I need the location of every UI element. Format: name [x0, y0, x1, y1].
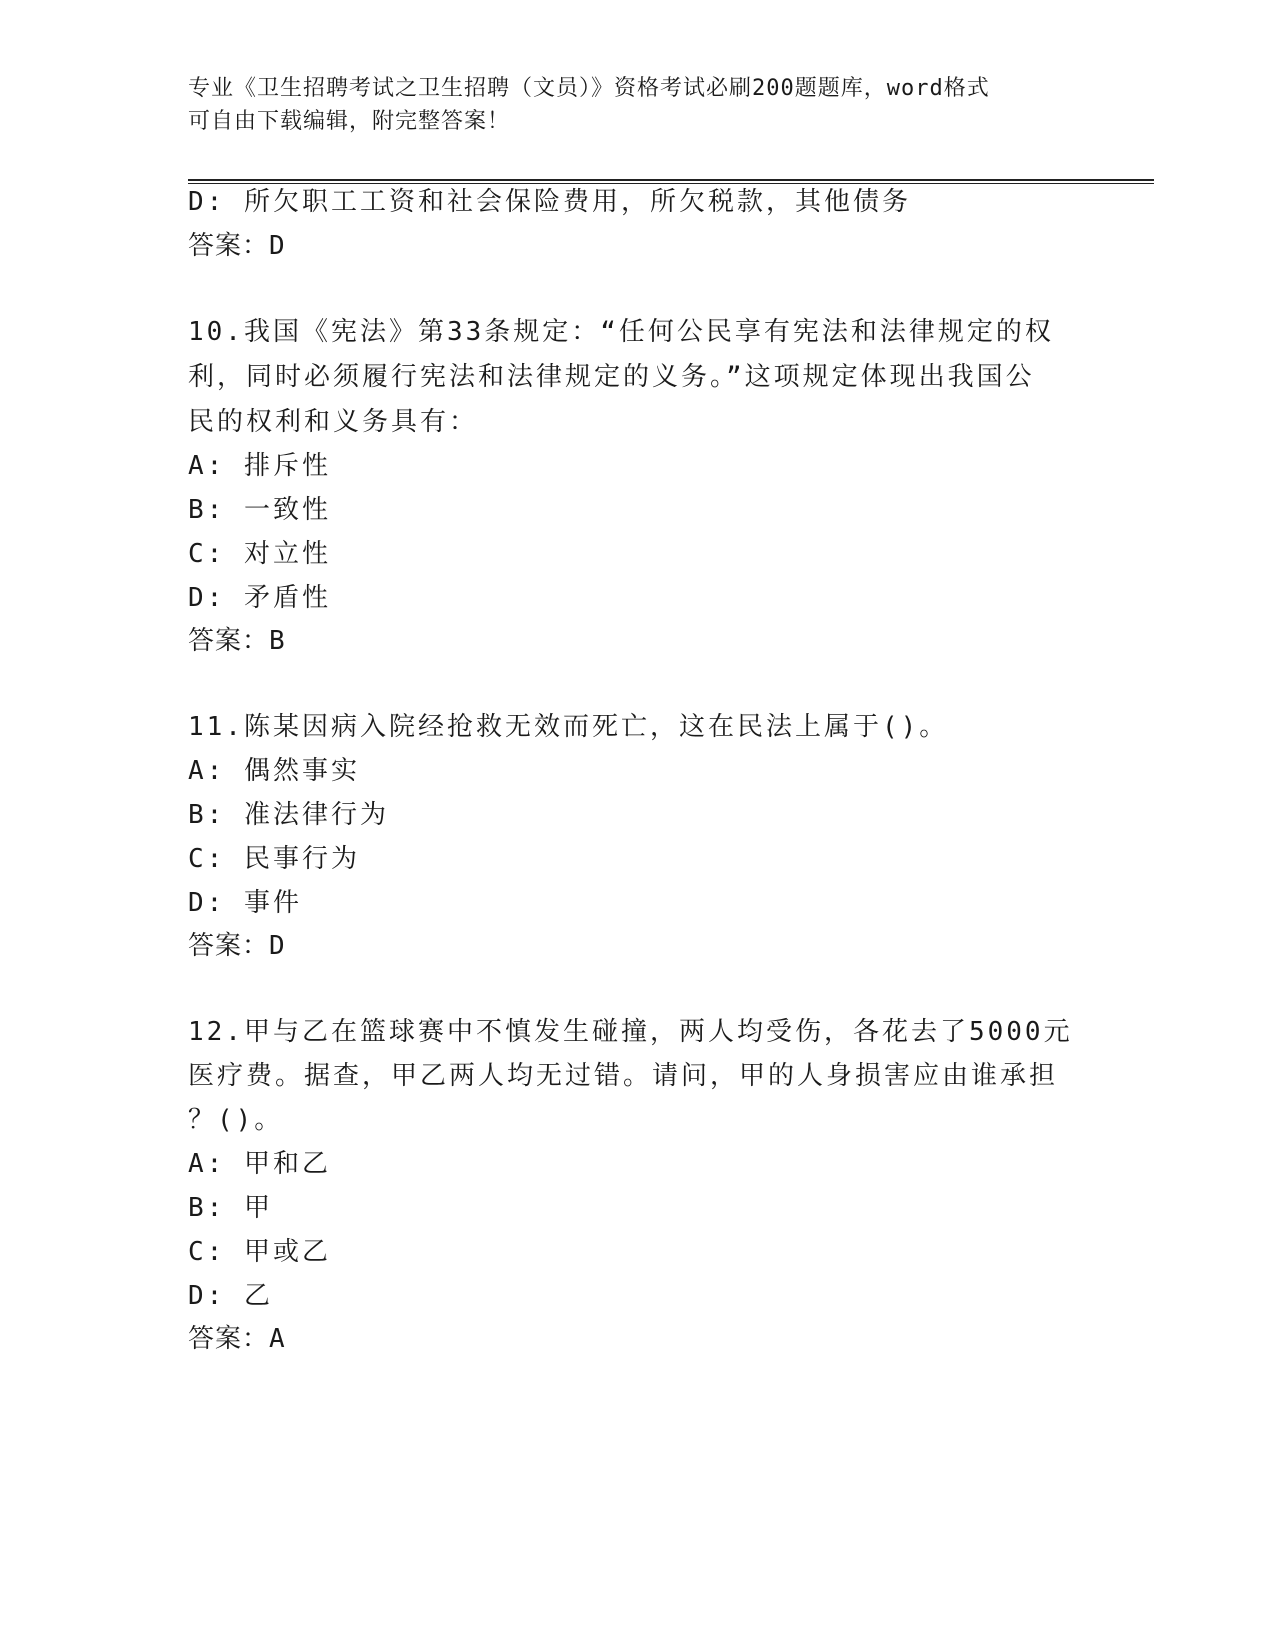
q12-stem-line-2: 医疗费。据查，甲乙两人均无过错。请问，甲的人身损害应由谁承担	[188, 1061, 1059, 1091]
q11-option-a: A: 偶然事实	[188, 756, 360, 786]
answer-value: B	[269, 626, 286, 656]
q11-option-b: B: 准法律行为	[188, 800, 389, 830]
q12-option-c: C: 甲或乙	[188, 1237, 331, 1267]
answer-label: 答案：	[188, 626, 270, 656]
q10-option-d: D: 矛盾性	[188, 583, 331, 613]
answer-label: 答案：	[188, 931, 270, 961]
q12-answer	[188, 1322, 286, 1356]
answer-label: 答案：	[188, 1324, 270, 1354]
q10-option-b: B: 一致性	[188, 495, 331, 525]
prev-option-d: D: 所欠职工工资和社会保险费用，所欠税款，其他债务	[188, 187, 911, 217]
answer-value: D	[269, 231, 286, 261]
header-line-1: 专业《卫生招聘考试之卫生招聘（文员）》资格考试必刷200题题库，word格式	[188, 76, 990, 101]
q12-stem-line-3: ？()。	[188, 1105, 284, 1135]
q10-stem-line-3: 民的权利和义务具有：	[188, 407, 479, 437]
q10-stem-line-2: 利，同时必须履行宪法和法律规定的义务。”这项规定体现出我国公	[188, 362, 1035, 392]
q11-stem-line-1: 11.陈某因病入院经抢救无效而死亡，这在民法上属于()。	[188, 712, 949, 742]
q11-answer	[188, 929, 286, 963]
q10-option-c: C: 对立性	[188, 539, 331, 569]
q12-option-a: A: 甲和乙	[188, 1149, 331, 1179]
q12-stem-line-1: 12.甲与乙在篮球赛中不慎发生碰撞，两人均受伤，各花去了5000元	[188, 1017, 1073, 1047]
answer-value: D	[269, 931, 286, 961]
header-divider	[188, 179, 1154, 181]
header-divider-thin	[188, 183, 1154, 184]
prev-answer	[188, 229, 286, 263]
header-line-2: 可自由下载编辑，附完整答案！	[188, 109, 511, 134]
q10-answer	[188, 624, 286, 658]
q12-option-b: B: 甲	[188, 1193, 273, 1223]
q10-option-a: A: 排斥性	[188, 451, 331, 481]
q11-option-c: C: 民事行为	[188, 844, 360, 874]
q12-option-d: D: 乙	[188, 1281, 273, 1311]
answer-label: 答案：	[188, 231, 270, 261]
answer-value: A	[269, 1324, 286, 1354]
page-header	[188, 72, 1068, 138]
q11-option-d: D: 事件	[188, 888, 302, 918]
q10-stem-line-1: 10.我国《宪法》第33条规定：“任何公民享有宪法和法律规定的权	[188, 317, 1054, 347]
